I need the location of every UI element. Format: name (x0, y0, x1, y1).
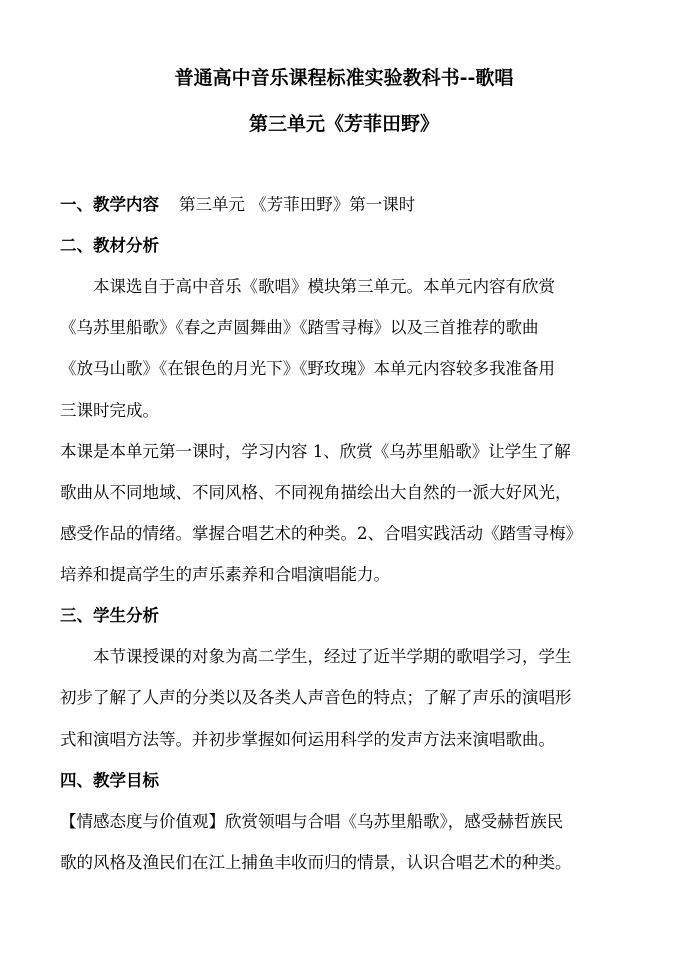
section-teaching-content (60, 193, 635, 217)
document-title: 普通高中音乐课程标准实验教科书--歌唱 (174, 67, 514, 89)
paragraph-line: 《乌苏里船歌》《春之声圆舞曲》《踏雪寻梅》以及三首推荐的歌曲 (60, 318, 539, 337)
paragraph-line: 本课是本单元第一课时，学习内容 1、欣赏《乌苏里船歌》让学生了解 (60, 442, 571, 461)
section-text: 第三单元 《芳菲田野》第一课时 (179, 195, 416, 214)
paragraph-line: 培养和提高学生的声乐素养和合唱演唱能力。 (60, 565, 390, 584)
section-heading-students: 三、学生分析 (60, 606, 159, 625)
paragraph-line: 歌的风格及渔民们在江上捕鱼丰收而归的情景，认识合唱艺术的种类。 (60, 853, 572, 872)
paragraph-line: 三课时完成。 (60, 401, 159, 420)
section-heading-material: 二、教材分析 (60, 236, 159, 255)
paragraph-line: 感受作品的情绪。掌握合唱艺术的种类。2、合唱实践活动《踏雪寻梅》 (60, 524, 582, 543)
document-subtitle: 第三单元《芳菲田野》 (248, 113, 439, 135)
paragraph-line: 【情感态度与价值观】欣赏领唱与合唱《乌苏里船歌》，感受赫哲族民 (60, 812, 564, 831)
paragraph-line: 《放马山歌》《在银色的月光下》《野玫瑰》本单元内容较多我准备用 (60, 359, 555, 378)
paragraph-line: 式和演唱方法等。并初步掌握如何运用科学的发声方法来演唱歌曲。 (60, 730, 555, 749)
paragraph-line: 歌曲从不同地域、不同风格、不同视角描绘出大自然的一派大好风光， (60, 483, 572, 502)
paragraph-line: 本节课授课的对象为高二学生，经过了近半学期的歌唱学习，学生 (93, 647, 572, 666)
paragraph-line: 本课选自于高中音乐《歌唱》模块第三单元。本单元内容有欣赏 (93, 277, 555, 296)
section-heading-goals: 四、教学目标 (60, 771, 159, 790)
paragraph-line: 初步了解了人声的分类以及各类人声音色的特点；了解了声乐的演唱形 (60, 688, 572, 707)
section-heading: 一、教学内容 (60, 195, 159, 214)
